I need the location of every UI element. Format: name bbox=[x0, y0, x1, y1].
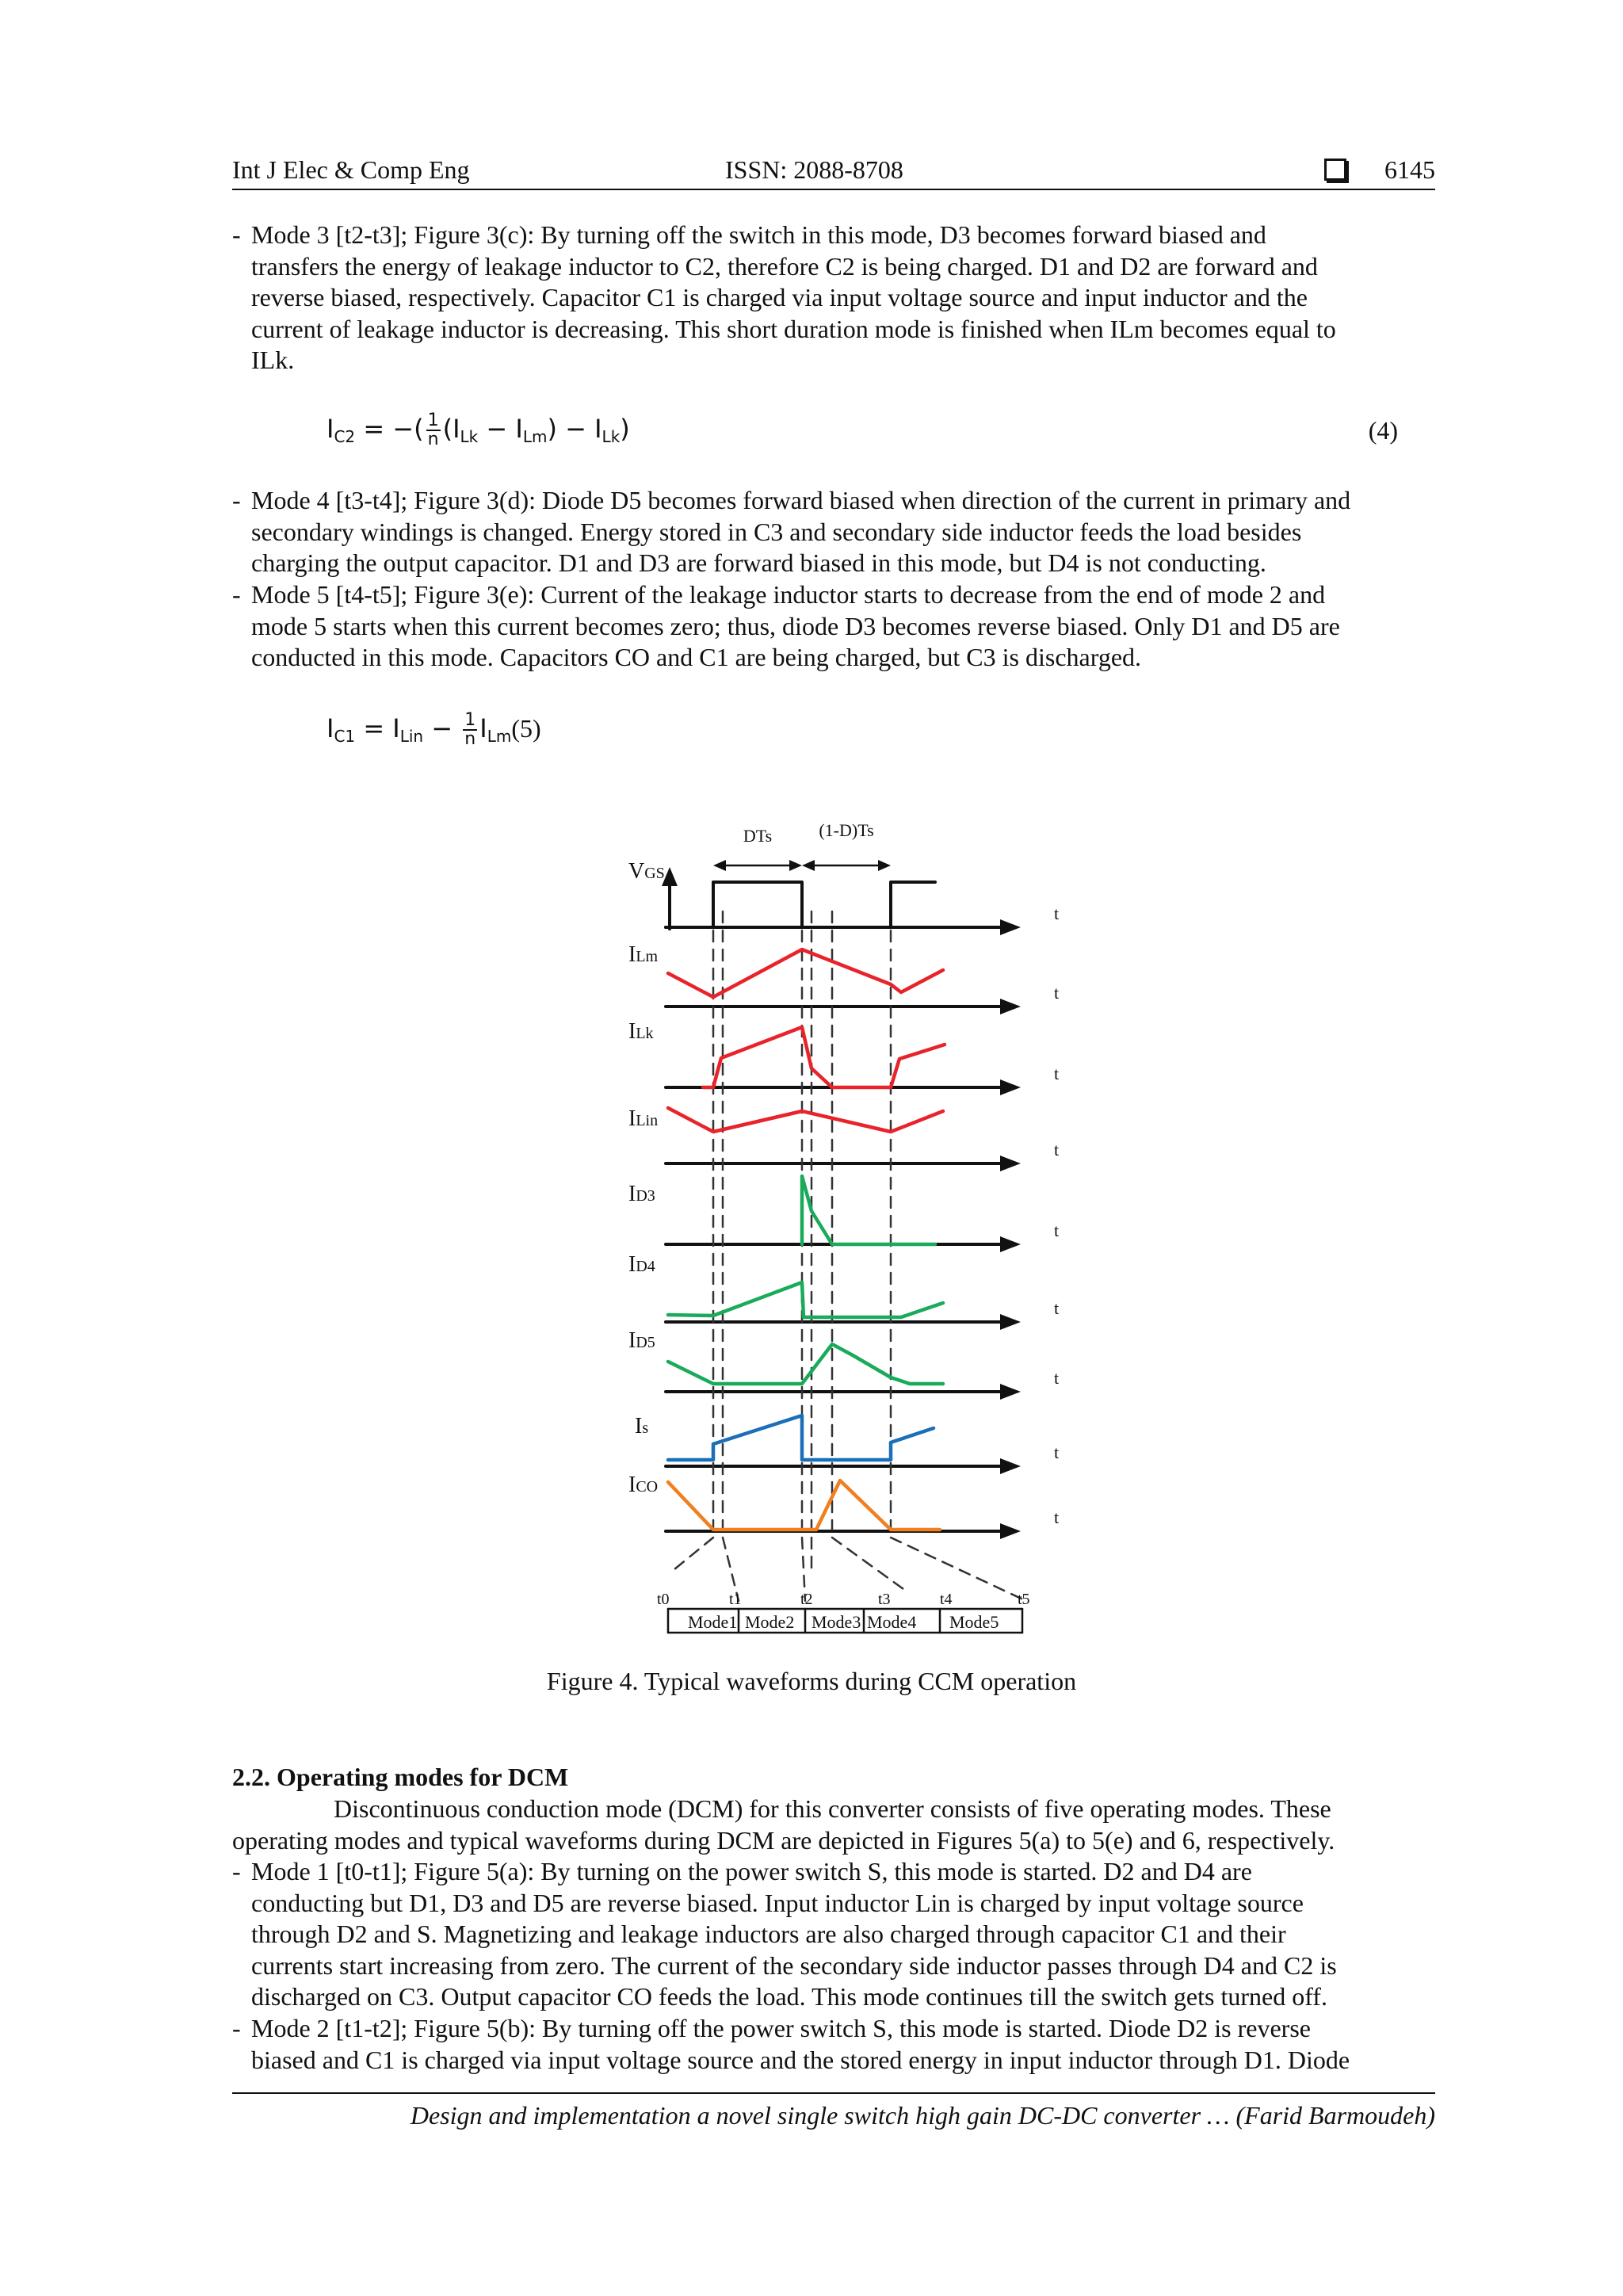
eq4-frac-den: n bbox=[427, 430, 439, 449]
eq5-eq: = I bbox=[355, 713, 400, 743]
id3-waveform bbox=[802, 1176, 935, 1244]
time-axis-arrowhead bbox=[1000, 919, 1021, 935]
eq4-body2: ) − I bbox=[547, 414, 602, 444]
mode-label: Mode3 bbox=[812, 1612, 861, 1632]
mode3-line: ILk. bbox=[251, 346, 295, 374]
dts-arrowhead-left bbox=[713, 860, 726, 871]
eq4-lhs-sub: C2 bbox=[334, 427, 356, 446]
mode5-line: mode 5 starts when this current becomes zero; thus, diode D3 becomes reverse biased. Only D1 and D5 are bbox=[251, 611, 1340, 640]
time-axis-label: t bbox=[1054, 904, 1060, 923]
time-axis-label: t bbox=[1054, 1064, 1060, 1083]
eq4-tail: ) bbox=[620, 414, 630, 444]
dcm-mode1-item bbox=[232, 1856, 1435, 2013]
time-mark-label: t5 bbox=[1018, 1591, 1030, 1608]
time-axis-arrowhead bbox=[1000, 1079, 1021, 1095]
time-axis-label: t bbox=[1054, 1298, 1060, 1318]
eq5-number: (5) bbox=[511, 714, 541, 743]
time-axis-arrowhead bbox=[1000, 999, 1021, 1014]
time-axis-label: t bbox=[1054, 983, 1060, 1003]
dts-arrowhead-right bbox=[789, 860, 802, 871]
mode-label: Mode5 bbox=[949, 1612, 999, 1632]
eq5-sub2: Lm bbox=[487, 727, 512, 746]
ilm-waveform bbox=[668, 949, 943, 997]
time-mark-label: t0 bbox=[657, 1591, 670, 1608]
dcm-mode2-line: Mode 2 [t1-t2]; Figure 5(b): By turning off the power switch S, this mode is started. Diode D2 is reverse bbox=[251, 2014, 1311, 2042]
figure-4-caption: Figure 4. Typical waveforms during CCM operation bbox=[546, 1667, 1077, 1695]
signal-label: ID5 bbox=[628, 1328, 655, 1353]
eq4-body1: (I bbox=[442, 414, 460, 444]
one-minus-d-label: (1-D)Ts bbox=[819, 820, 874, 840]
page-footer: Design and implementation a novel single switch high gain DC-DC converter … (Farid Barmoudeh) bbox=[410, 2101, 1435, 2130]
mode3-line: reverse biased, respectively. Capacitor C1 is charged via input voltage source and input inductor and the bbox=[251, 283, 1308, 311]
vgs-waveform bbox=[666, 882, 935, 927]
mode-label: Mode2 bbox=[745, 1612, 795, 1632]
signal-label: ILk bbox=[628, 1019, 654, 1044]
list-dash: - bbox=[232, 580, 241, 609]
dcm-mode1-line: through D2 and S. Magnetizing and leakage inductors are also charged through capacitor C1 and their bbox=[251, 1920, 1286, 1948]
mode-label: Mode4 bbox=[867, 1612, 917, 1632]
intro-line: Discontinuous conduction mode (DCM) for this converter consists of five operating modes. These bbox=[334, 1794, 1331, 1823]
is-waveform bbox=[668, 1415, 934, 1460]
signal-label: ILm bbox=[628, 942, 659, 967]
mode-connector-dashed-line bbox=[891, 1538, 1026, 1601]
section-heading: 2.2. Operating modes for DCM bbox=[232, 1763, 569, 1791]
time-mark-label: t2 bbox=[800, 1591, 813, 1608]
dcm-mode1-line: Mode 1 [t0-t1]; Figure 5(a): By turning on the power switch S, this mode is started. D2 and D4 are bbox=[251, 1857, 1252, 1885]
eq5-lhs: I bbox=[327, 713, 334, 743]
one-minus-d-arrowhead-left bbox=[802, 860, 815, 871]
time-axis-arrowhead bbox=[1000, 1156, 1021, 1171]
mode3-line: current of leakage inductor is decreasing. This short duration mode is finished when ILm becomes equal to bbox=[251, 314, 1336, 343]
mode4-line: charging the output capacitor. D1 and D3 are forward biased in this mode, but D4 is not conducting. bbox=[251, 548, 1266, 577]
mode5-line: conducted in this mode. Capacitors CO and C1 are being charged, but C3 is discharged. bbox=[251, 643, 1142, 671]
ilin-waveform bbox=[668, 1108, 943, 1132]
time-mark-label: t1 bbox=[729, 1591, 742, 1608]
eq4-sub1: Lk bbox=[460, 427, 479, 446]
signal-label: ID4 bbox=[628, 1252, 655, 1277]
id5-waveform bbox=[668, 1344, 943, 1384]
one-minus-d-arrowhead-right bbox=[878, 860, 891, 871]
ilk-waveform bbox=[703, 1027, 945, 1087]
mode5-line: Mode 5 [t4-t5]; Figure 3(e): Current of the leakage inductor starts to decrease from the end of mode 2 and bbox=[251, 580, 1326, 609]
mode4-line: Mode 4 [t3-t4]; Figure 3(d): Diode D5 becomes forward biased when direction of the current in primary and bbox=[251, 486, 1351, 514]
signal-label: Is bbox=[635, 1414, 649, 1438]
mode3-line: Mode 3 [t2-t3]; Figure 3(c): By turning off the switch in this mode, D3 becomes forward biased and bbox=[251, 220, 1266, 249]
time-mark-label: t4 bbox=[940, 1591, 953, 1608]
time-axis-arrowhead bbox=[1000, 1384, 1021, 1400]
time-axis-arrowhead bbox=[1000, 1236, 1021, 1252]
eq4-sub3: Lk bbox=[601, 427, 621, 446]
signal-label: ICO bbox=[628, 1473, 659, 1497]
eq4-lhs: I bbox=[327, 414, 334, 444]
equation-4-number: (4) bbox=[1368, 416, 1398, 445]
mode-connector-dashed-line bbox=[670, 1538, 713, 1573]
eq5-minus: − bbox=[423, 713, 461, 743]
eq4-frac-num: 1 bbox=[427, 411, 439, 430]
time-axis-label: t bbox=[1054, 1442, 1060, 1462]
footer-rule bbox=[232, 2092, 1435, 2094]
time-axis-arrowhead bbox=[1000, 1314, 1021, 1330]
dcm-mode1-line: currents start increasing from zero. The current of the secondary side inductor passes through D4 and C2 is bbox=[251, 1950, 1337, 1980]
list-dash: - bbox=[232, 220, 241, 249]
eq5-frac-num: 1 bbox=[464, 710, 476, 730]
eq5-i2: I bbox=[479, 713, 487, 743]
eq5-sub1: Lin bbox=[399, 727, 424, 746]
dcm-mode2-line: biased and C1 is charged via input voltage source and the stored energy in input inductor through D1. Diode bbox=[251, 2045, 1350, 2074]
eq4-sub2: Lm bbox=[522, 427, 548, 446]
eq5-frac-den: n bbox=[464, 729, 476, 749]
dcm-mode1-line: conducting but D1, D3 and D5 are reverse biased. Input inductor Lin is charged by input voltage source bbox=[251, 1888, 1304, 1917]
mode3-line: transfers the energy of leakage inductor to C2, therefore C2 is being charged. D1 and D2 are forward and bbox=[251, 251, 1318, 281]
time-axis-label: t bbox=[1054, 1140, 1060, 1159]
dcm-mode1-line: discharged on C3. Output capacitor CO feeds the load. This mode continues till the switch gets turned off. bbox=[251, 1982, 1327, 2011]
eq5-lhs-sub: C1 bbox=[334, 727, 356, 746]
ico-waveform bbox=[668, 1480, 940, 1530]
journal-name: Int J Elec & Comp Eng bbox=[232, 155, 470, 184]
time-axis-arrowhead bbox=[1000, 1458, 1021, 1474]
eq4-prefix: = −( bbox=[355, 414, 424, 444]
issn: ISSN: 2088-8708 bbox=[725, 155, 903, 184]
page-number: 6145 bbox=[1384, 155, 1435, 184]
time-axis-label: t bbox=[1054, 1368, 1060, 1388]
time-axis-label: t bbox=[1054, 1507, 1060, 1527]
dts-label: DTs bbox=[743, 826, 773, 846]
eq4-mid: − I bbox=[478, 414, 523, 444]
mode-label: Mode1 bbox=[688, 1612, 738, 1632]
list-dash: - bbox=[232, 2014, 241, 2042]
list-dash: - bbox=[232, 1857, 241, 1885]
signal-label: VGS bbox=[628, 859, 665, 884]
time-mark-label: t3 bbox=[878, 1591, 891, 1608]
list-dash: - bbox=[232, 486, 241, 514]
id4-waveform bbox=[668, 1282, 943, 1317]
time-axis-arrowhead bbox=[1000, 1523, 1021, 1539]
time-axis-label: t bbox=[1054, 1221, 1060, 1240]
mode4-line: secondary windings is changed. Energy stored in C3 and secondary side inductor feeds the load besides bbox=[251, 517, 1302, 546]
dcm-mode2-item bbox=[232, 2013, 1435, 2076]
section-intro bbox=[232, 1794, 1435, 1856]
mode-connector-dashed-line bbox=[832, 1538, 903, 1589]
intro-line: operating modes and typical waveforms during DCM are depicted in Figures 5(a) to 5(e) and 6, respectively. bbox=[232, 1825, 1335, 1855]
signal-label: ILin bbox=[628, 1106, 659, 1131]
signal-label: ID3 bbox=[628, 1182, 655, 1206]
